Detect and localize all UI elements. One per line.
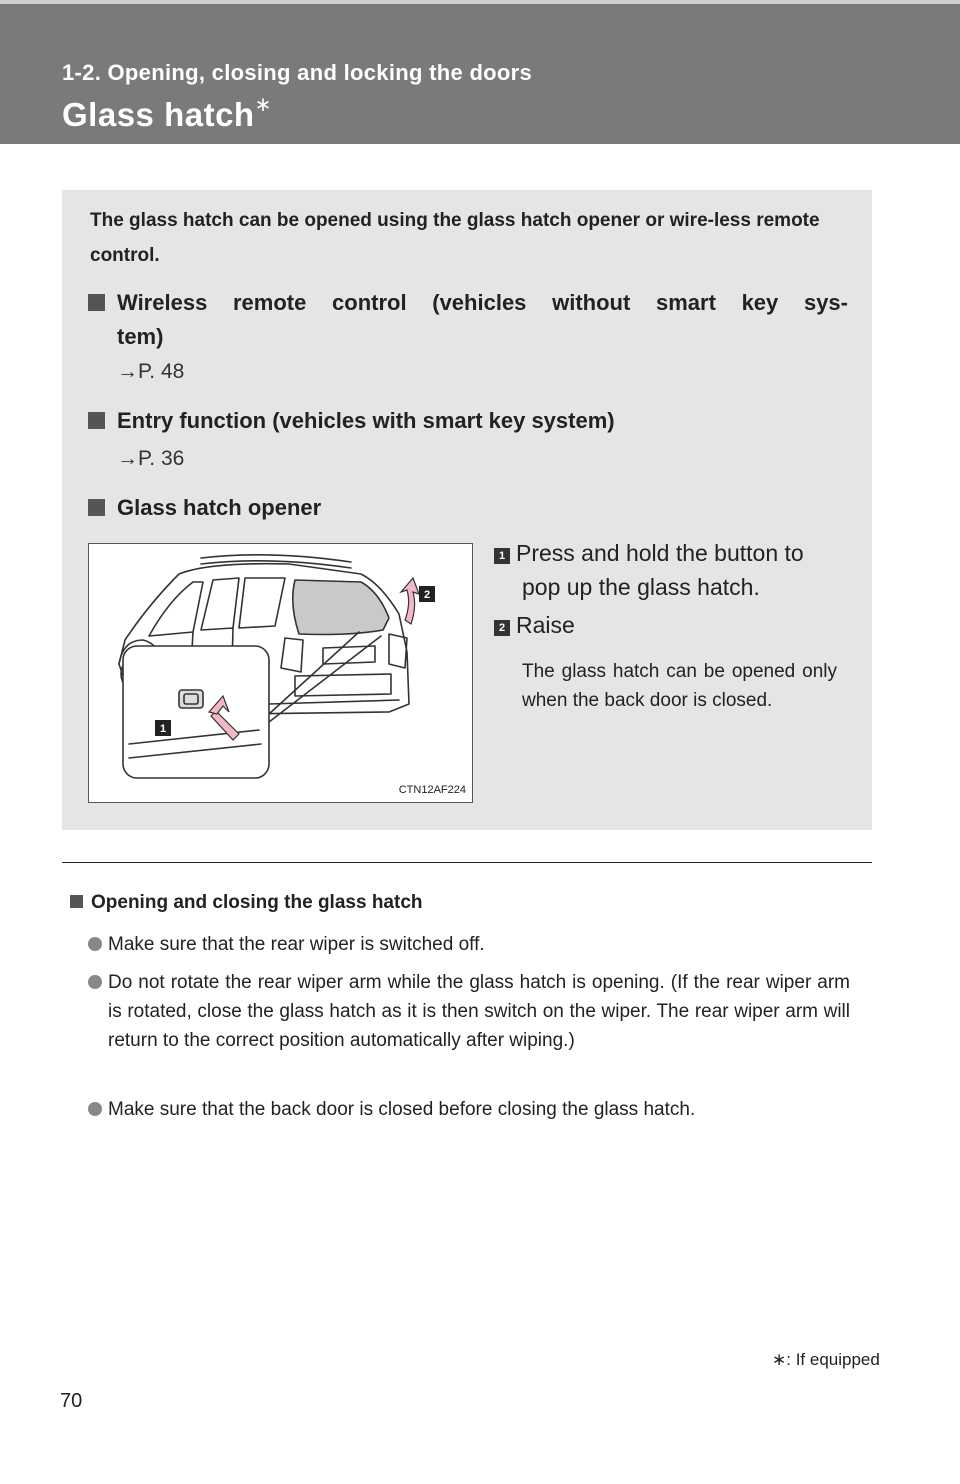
heading-word: (vehicles [432,290,527,315]
lift-arrow-icon [401,578,419,624]
heading-word: without [552,290,631,315]
heading-word: remote [232,290,307,315]
opener-button [179,690,203,708]
notes-heading: Opening and closing the glass hatch [70,892,423,914]
heading-entry-function: Entry function (vehicles with smart key system) [88,404,615,438]
step-1 [494,536,844,604]
page-reference-link[interactable]: →P. 36 [117,447,185,470]
note-bullet: Make sure that the back door is closed before closing the glass hatch. [88,1095,850,1124]
square-bullet-icon [70,895,83,908]
vehicle-rear-illustration [89,544,473,803]
square-bullet-icon [88,294,105,311]
if-equipped-mark: ∗ [254,94,272,116]
step-1-line1: 1 Press and hold the button to [494,536,844,570]
heading-word: key [741,290,779,315]
rear-glass-hatch [293,580,389,635]
section-title: 1-2. Opening, closing and locking the doors [62,60,533,85]
page-number: 70 [60,1390,83,1412]
page-header [0,0,960,144]
step-2-number: 2 [494,620,510,636]
step-note: The glass hatch can be opened only when the back door is closed. [522,661,837,711]
step-2: 2 Raise [494,608,575,642]
heading-glass-hatch-opener: Glass hatch opener [88,491,321,525]
section-divider [62,862,872,863]
step-1-number: 1 [494,548,510,564]
callout-2-label: 2 [423,589,431,601]
footnote: ∗: If equipped [772,1350,880,1369]
opener-inset [123,646,269,778]
square-bullet-icon [88,412,105,429]
note-bullet: Do not rotate the rear wiper arm while the glass hatch is opening. (If the rear wiper arm is rotated, close the glass hatch as it is then switch on the wiper. The rear wiper arm will return to the correct position automatically after wiping.) [88,968,850,1055]
step-1-line2: pop up the glass hatch. [522,574,760,600]
bullet-dot-icon [88,1102,102,1116]
figure-code: CTN12AF224 [398,784,466,796]
heading-word: sys- [803,290,848,315]
heading-wireless-remote-line2: tem) [117,324,164,349]
heading-wireless-remote-line1 [88,286,848,320]
page-title [62,96,272,134]
heading-wireless-remote [88,286,848,354]
bullet-dot-icon [88,975,102,989]
note-bullet: Make sure that the rear wiper is switched off. [88,930,850,959]
page-reference-link[interactable]: →P. 48 [117,360,185,383]
heading-word: Wireless [88,286,207,320]
bullet-dot-icon [88,937,102,951]
panel-intro: The glass hatch can be opened using the glass hatch opener or wire-less remote control. [90,210,820,266]
page-title-text: Glass hatch [62,96,255,133]
square-bullet-icon [88,499,105,516]
heading-word: smart [655,290,716,315]
callout-1-label: 1 [159,723,167,735]
heading-word: control [332,290,407,315]
glass-hatch-figure [88,543,473,803]
